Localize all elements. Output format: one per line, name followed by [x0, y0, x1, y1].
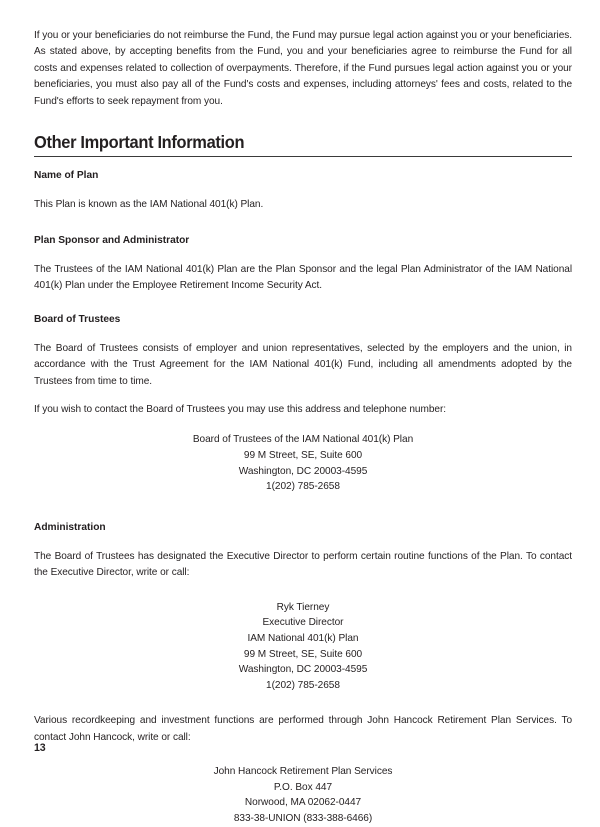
address-line: P.O. Box 447: [273, 781, 333, 793]
paragraph-recordkeeping: Various recordkeeping and investment functions are performed through John Hancock Retirement Plan Services. To contact John Hancock, write or call:: [34, 715, 572, 743]
section-heading-plan-sponsor: Plan Sponsor and Administrator: [34, 234, 190, 246]
page-content: [34, 28, 572, 827]
paragraph-plan-sponsor: The Trustees of the IAM National 401(k) Plan are the Plan Sponsor and the legal Plan Administrator of the IAM National 401(k) Plan under the Employee Retirement Income Security Act.: [34, 263, 572, 292]
spacer: [34, 157, 572, 169]
spacer: [34, 746, 572, 764]
spacer: [34, 295, 572, 313]
address-phone: 833-38-UNION (833-388-6466): [233, 812, 373, 824]
address-line: Washington, DC 20003-4595: [238, 664, 368, 676]
address-line: Board of Trustees of the IAM National 401(k) Plan: [192, 434, 414, 446]
spacer: [34, 183, 572, 197]
address-block-board-of-trustees: [34, 432, 572, 494]
spacer: [34, 418, 572, 432]
address-phone: 1(202) 785-2658: [266, 481, 340, 493]
address-block-executive-director: [34, 600, 572, 694]
address-block-john-hancock: [34, 764, 572, 826]
spacer: [34, 248, 572, 262]
spacer: [34, 693, 572, 713]
contact-name: Ryk Tierney: [276, 601, 330, 613]
contact-title: Executive Director: [262, 617, 344, 629]
address-line: Washington, DC 20003-4595: [238, 465, 368, 477]
address-line: John Hancock Retirement Plan Services: [213, 766, 393, 778]
spacer: [34, 535, 572, 549]
address-line: IAM National 401(k) Plan: [247, 632, 359, 644]
section-heading-name-of-plan: Name of Plan: [34, 170, 99, 182]
section-heading-administration: Administration: [34, 521, 106, 533]
spacer: [34, 110, 572, 132]
address-line: 99 M Street, SE, Suite 600: [243, 648, 363, 660]
spacer: [34, 495, 572, 521]
address-line: 99 M Street, SE, Suite 600: [243, 450, 363, 462]
page-title: Other Important Information: [34, 132, 245, 153]
address-phone: 1(202) 785-2658: [266, 679, 340, 691]
address-line: Norwood, MA 02062-0447: [244, 797, 362, 809]
paragraph-trustees-contact-intro: If you wish to contact the Board of Trustees you may use this address and telephone number:: [34, 403, 446, 415]
intro-paragraph: If you or your beneficiaries do not reimburse the Fund, the Fund may pursue legal action against you or your beneficiaries. As stated above, by accepting benefits from the Fund, you and your beneficiaries agree to reimburse the Fund for all costs and expenses related to collection of overpayments. Therefore, if the Fund pursues legal action against you or your beneficiaries, you must also pay all of the Fund's costs and expenses, including attorneys' fees and costs, related to the Fund's efforts to seek repayment from you.: [34, 30, 572, 107]
spacer: [34, 390, 572, 402]
paragraph-name-of-plan: This Plan is known as the IAM National 401(k) Plan.: [34, 199, 264, 211]
paragraph-administration: The Board of Trustees has designated the Executive Director to perform certain routine functions of the Plan. To contact the Executive Director, write or call:: [34, 550, 572, 579]
paragraph-board-of-trustees: The Board of Trustees consists of employer and union representatives, selected by the employers and the union, in accordance with the Trust Agreement for the IAM National 401(k) Fund, including all amendments adopted by the Trustees from time to time.: [34, 342, 572, 387]
page-number: 13: [34, 742, 46, 754]
section-heading-board-of-trustees: Board of Trustees: [34, 313, 121, 325]
spacer: [34, 582, 572, 600]
spacer: [34, 327, 572, 341]
spacer: [34, 214, 572, 234]
